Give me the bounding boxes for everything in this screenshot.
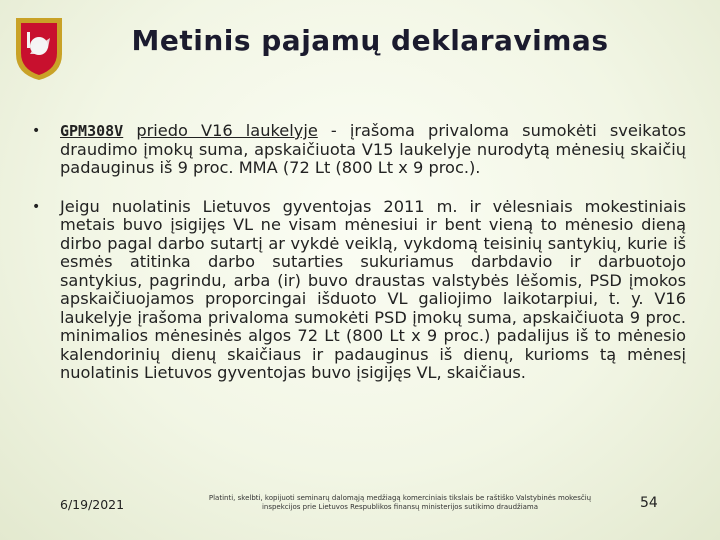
form-code-link: GPM308V bbox=[60, 122, 124, 140]
bullet-marker: • bbox=[32, 198, 41, 215]
footer-date: 6/19/2021 bbox=[60, 497, 125, 512]
slide-body bbox=[30, 122, 686, 383]
bullet-text: Jeigu nuolatinis Lietuvos gyventojas 2011 m. ir vėlesniais mokestiniais metais buvo įsigijęs VL ne visam mėnesiui ir bent vieną to mėnesio dieną dirbo pagal darbo sutartį ar vykdė veiklą, vykdomą teisinių santykių, kurie iš esmės atitinka darbo sutarties sukuriamus darbdavio ir darbuotojo santykius, pagrindu, arba (ir) buvo draustas valstybės lėšomis, PSD įmokos apskaičiuojamos proporcingai išduoto VL galiojimo laikotarpiui, t. y. V16 laukelyje įrašoma privaloma sumokėti PSD įmokų suma, apskaičiuota 9 proc. minimalios mėnesinės algos 72 Lt (800 Lt x 9 proc.) padalijus iš to mėnesio kalendorinių dienų skaičiaus ir padauginus iš dienų, kurioms tą mėnesį nuolatinis Lietuvos gyventojas buvo įsigijęs VL, skaičiaus. bbox=[60, 196, 686, 382]
coat-of-arms-icon bbox=[12, 14, 66, 82]
bullet-text: - įrašoma privaloma sumokėti sveikatos draudimo įmokų suma, apskaičiuota V15 laukelyje nurodytą mėnesių skaičių padauginus iš 9 proc. MMA (72 Lt (800 Lt x 9 proc.). bbox=[60, 121, 687, 177]
bullet-item bbox=[30, 122, 686, 178]
bullet-item bbox=[30, 198, 686, 383]
footer-disclaimer: Platinti, skelbti, kopijuoti seminarų dalomąją medžiagą komerciniais tikslais be raštiško Valstybinės mokesčių inspekcijos prie Lietuvos Respublikos finansų ministerijos sutikimo draudžiama bbox=[208, 494, 592, 511]
bullet-marker: • bbox=[32, 123, 41, 139]
page-number: 54 bbox=[640, 495, 658, 511]
slide-title: Metinis pajamų deklaravimas bbox=[131, 24, 609, 57]
field-reference-link: priedo V16 laukelyje bbox=[136, 121, 318, 140]
